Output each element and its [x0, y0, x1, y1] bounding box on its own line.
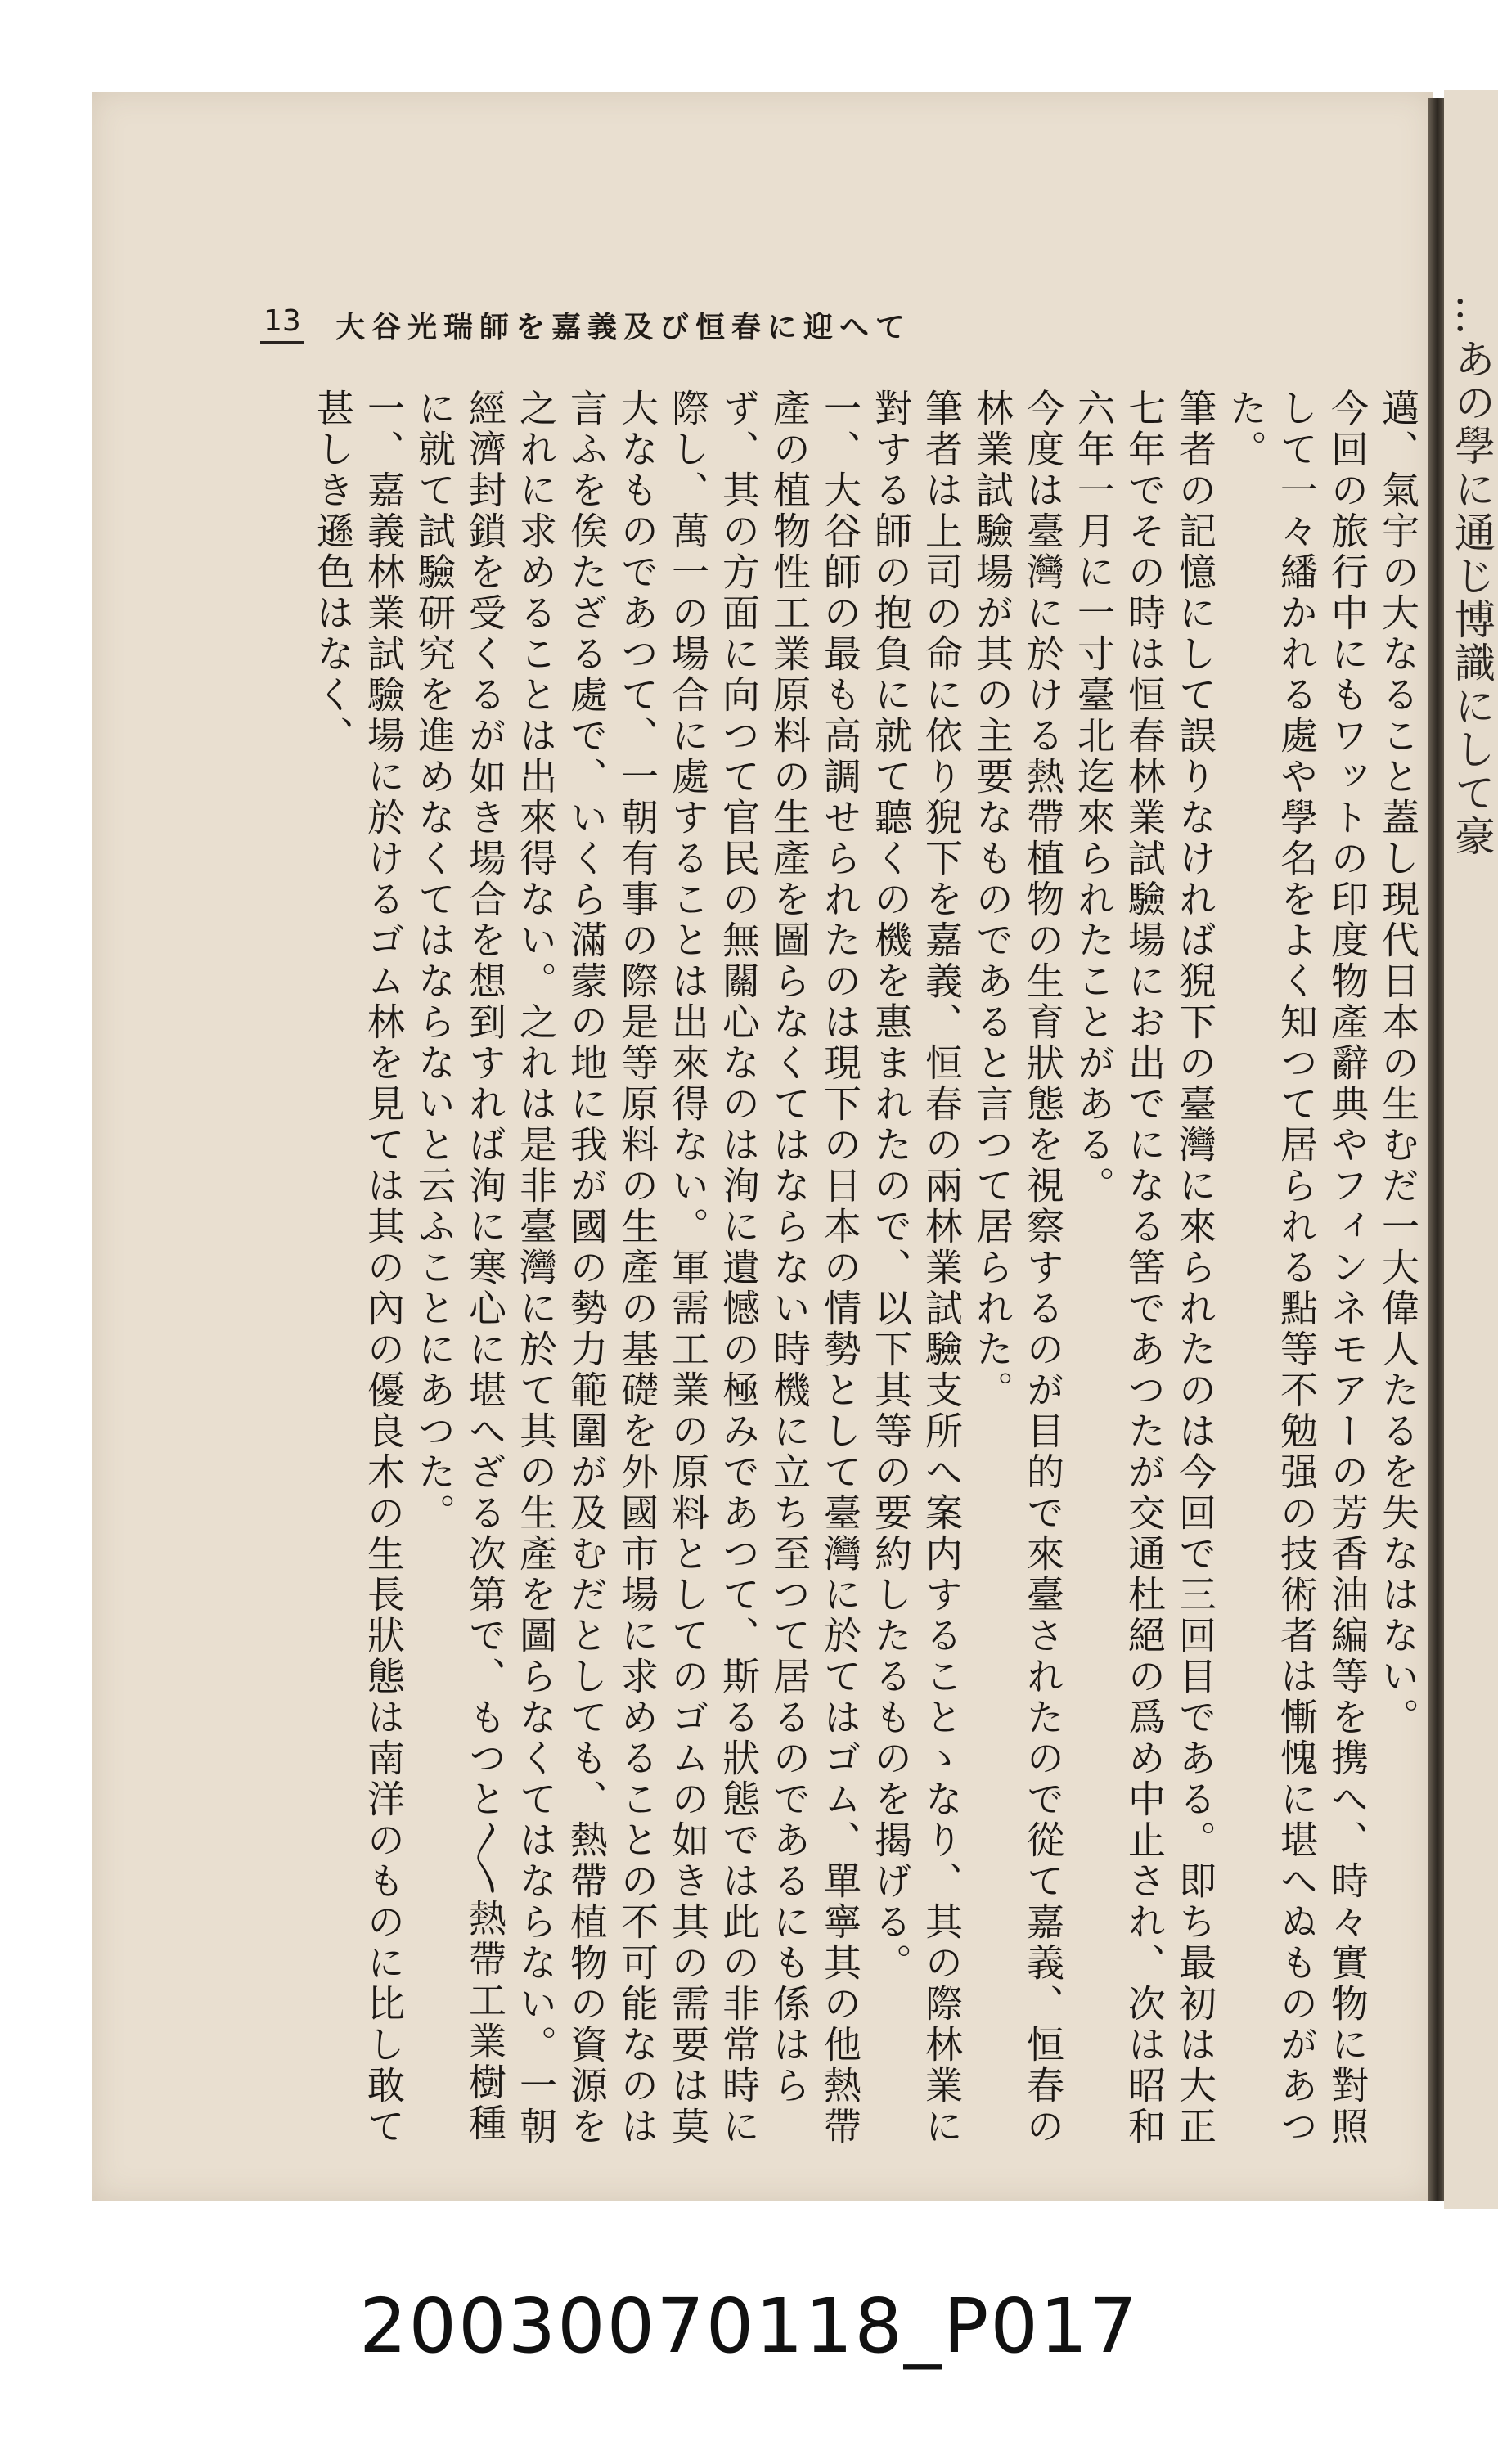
paragraph: 今度は臺灣に於ける熱帶植物の生育狀態を視察するのが目的で來臺されたので從て嘉義、恒春の林業試驗場が其の主要なものであると言つて居られた。 — [970, 389, 1065, 2147]
facing-page-text-fragment: …あの學に通じ博識にして豪 — [1448, 295, 1496, 858]
facing-page-edge — [1444, 90, 1498, 2209]
paragraph: 邁、氣宇の大なること蓋し現代日本の生むだ一大偉人たるを失なはない。 — [1376, 389, 1420, 1738]
paragraph: 一、嘉義林業試驗場に於けるゴム林を見ては其の內の優良木の生長狀態は南洋のものに比し敢て甚しき遜色はなく、 — [311, 389, 406, 2147]
running-title: 大谷光瑞師を嘉義及び恒春に迎へて — [335, 310, 912, 344]
paragraph: 今回の旅行中にもワットの印度物產辭典やフィンネモアーの芳香油編等を携へ、時々實物に對照して一々繙かれる處や學名をよく知つて居られる點等不勉强の技術者は慚愧に堪へぬものがあつた。 — [1224, 389, 1370, 2147]
vertical-body-text — [278, 389, 1424, 2156]
page-number: 13 — [260, 304, 304, 344]
paragraph: 筆者は上司の命に依り猊下を嘉義、恒春の兩林業試驗支所へ案内することゝなり、其の際林業に對する師の抱負に就て聽くの機を惠まれたので、以下其等の要約したるものを揭げる。 — [869, 389, 964, 2147]
paragraph: 筆者の記憶にして誤りなければ猊下の臺灣に來られたのは今回で三回目である。即ち最初は大正七年でその時は恒春林業試驗場にお出でになる筈であつたが交通杜絕の爲め中止され、次は昭和六年一月に一寸臺北迄來られたことがある。 — [1072, 389, 1217, 2147]
paragraph: 一、大谷師の最も高調せられたのは現下の日本の情勢として臺灣に於てはゴム、單寧其の他熱帶產の植物性工業原料の生產を圖らなくてはならない時機に立ち至つて居るのであるにも係はらず、其の方面に向つて官民の無關心なのは洵に遺憾の極みであつて、斯る狀態では此の非常時に際し、萬一の場合に處することは出來得ない。軍需工業の原料としてのゴムの如き其の需要は莫大なものであつて、一朝有事の際是等原料の生產の基礎を外國市場に求めることの不可能なのは言ふを俟たざる處で、いくら滿蒙の地に我が國の勢力範圍が及むだとしても、熱帶植物の資源を之れに求めることは出來得ない。之れは是非臺灣に於て其の生產を圖らなくてはならない。一朝經濟封鎖を受くるが如き場合を想到すれば洵に寒心に堪へざる次第で、もつと〳〵熱帶工業樹種に就て試驗研究を進めなくてはならないと云ふことにあつた。 — [412, 389, 862, 2147]
archive-id-caption: 20030070118_P017 — [359, 2282, 1139, 2370]
book-spine — [1428, 98, 1444, 2201]
